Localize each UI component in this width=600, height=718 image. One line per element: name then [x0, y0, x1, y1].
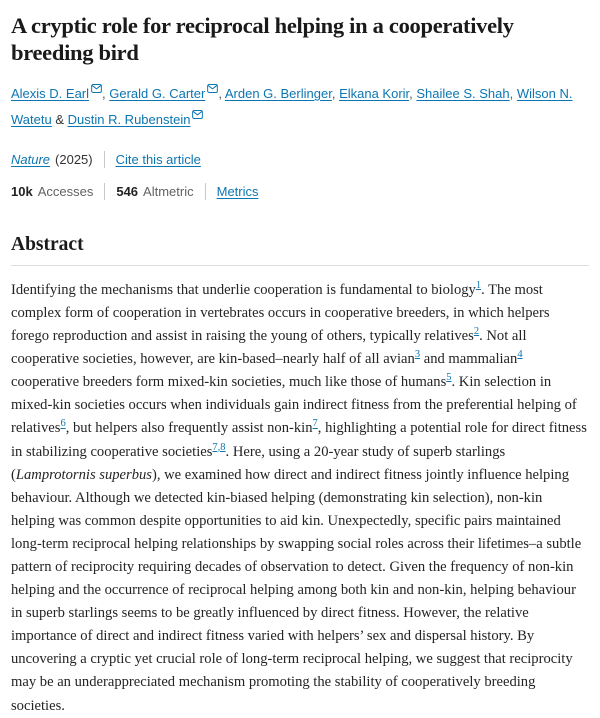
section-divider — [11, 265, 589, 266]
abstract-text-segment: and mammalian — [420, 351, 518, 368]
abstract-section — [11, 234, 589, 718]
abstract-text-segment: Identifying the mechanisms that underlie cooperation is fundamental to biology — [11, 281, 476, 298]
abstract-text-segment: . Here, using a 20-year study of superb starlings ( — [11, 443, 506, 483]
email-icon[interactable] — [192, 102, 203, 128]
author-separator: , — [331, 85, 340, 101]
reference-link[interactable]: 6 — [60, 418, 66, 430]
cite-this-article-link[interactable]: Cite this article — [115, 151, 201, 167]
accesses-label: Accesses — [37, 183, 94, 199]
altmetric-label: Altmetric — [143, 183, 194, 199]
reference-link[interactable]: 2 — [473, 326, 480, 338]
author-separator: , — [218, 85, 225, 101]
author-ampersand: & — [51, 111, 68, 127]
abstract-paragraph — [11, 279, 589, 718]
journal-link[interactable]: Nature — [11, 151, 51, 167]
author-link[interactable]: Alexis D. Earl — [11, 85, 90, 101]
email-icon[interactable] — [91, 76, 102, 102]
author-separator: , — [409, 85, 417, 101]
abstract-heading: Abstract — [11, 233, 84, 255]
author-link[interactable]: Dustin R. Rubenstein — [67, 111, 191, 127]
abstract-text-segment: . The most complex form of cooperation in vertebrates occurs in cooperative breeders, in which helpers forego reproduction and assist in raising the young of others, typically relatives — [11, 281, 550, 345]
abstract-text-segment: ), we examined how direct and indirect fitness jointly influence helping behaviour. Although we detected kin-biased helping (demonstrating kin selection), non-kin helping was common despite opportunities to aid kin. Unexpectedly, specific pairs maintained long-term reciprocal helping relationships by swapping social roles across their lifetimes–a subtle pattern of reciprocity requiring decades of observation to detect. Given the frequency of non-kin helping and the occurrence of reciprocal helping among both kin and non-kin, helping behaviour in superb starlings seems to be greatly influenced by direct fitness. However, the relative importance of direct and indirect fitness varied with helpers’ sex and dispersal history. By uncovering a cryptic yet crucial role of long-term reciprocal helping, we suggest that reciprocity may be an underappreciated mechanism promoting the stability of cooperatively breeding societies. — [11, 466, 582, 714]
reference-link[interactable]: 1 — [475, 280, 482, 292]
reference-link[interactable]: 5 — [446, 372, 452, 384]
journal-year: (2025) — [55, 151, 93, 167]
reference-link[interactable]: 3 — [414, 349, 421, 361]
accesses-count: 10k — [11, 183, 33, 199]
abstract-text-segment: , highlighting a potential role for direct fitness in stabilizing cooperative societies — [11, 420, 587, 460]
altmetric-count: 546 — [116, 183, 139, 199]
vertical-divider — [205, 183, 206, 200]
author-link[interactable]: Arden G. Berlinger — [224, 85, 332, 101]
reference-link[interactable]: 7 — [312, 418, 318, 430]
species-name: Lamprotornis superbus — [15, 466, 152, 483]
author-link[interactable]: Shailee S. Shah — [416, 85, 510, 101]
vertical-divider — [104, 151, 105, 168]
abstract-text-segment: . Kin selection in mixed-kin societies occurs when individuals gain indirect fitness from the preferential helping of relatives — [11, 374, 577, 437]
abstract-text-segment: , but helpers also frequently assist non-kin — [65, 420, 313, 437]
author-list — [11, 81, 586, 133]
article-title: A cryptic role for reciprocal helping in a cooperatively breeding bird — [11, 13, 514, 66]
reference-link[interactable]: 4 — [517, 349, 523, 361]
author-link[interactable]: Wilson N. Watetu — [11, 85, 573, 127]
author-separator: , — [509, 85, 517, 101]
metrics-link[interactable]: Metrics — [216, 183, 259, 199]
journal-info-row — [11, 151, 589, 168]
author-separator: , — [102, 85, 110, 101]
email-icon[interactable] — [207, 76, 218, 102]
metrics-bar — [11, 183, 589, 200]
abstract-text-segment: . Not all cooperative societies, however, are kin-based–nearly half of all avian — [11, 328, 527, 368]
abstract-text-segment: cooperative breeders form mixed-kin societies, much like those of humans — [11, 374, 447, 391]
author-link[interactable]: Elkana Korir — [339, 85, 410, 101]
vertical-divider — [104, 183, 105, 200]
author-link[interactable]: Gerald G. Carter — [109, 85, 206, 101]
reference-link[interactable]: 7,8 — [212, 441, 226, 453]
